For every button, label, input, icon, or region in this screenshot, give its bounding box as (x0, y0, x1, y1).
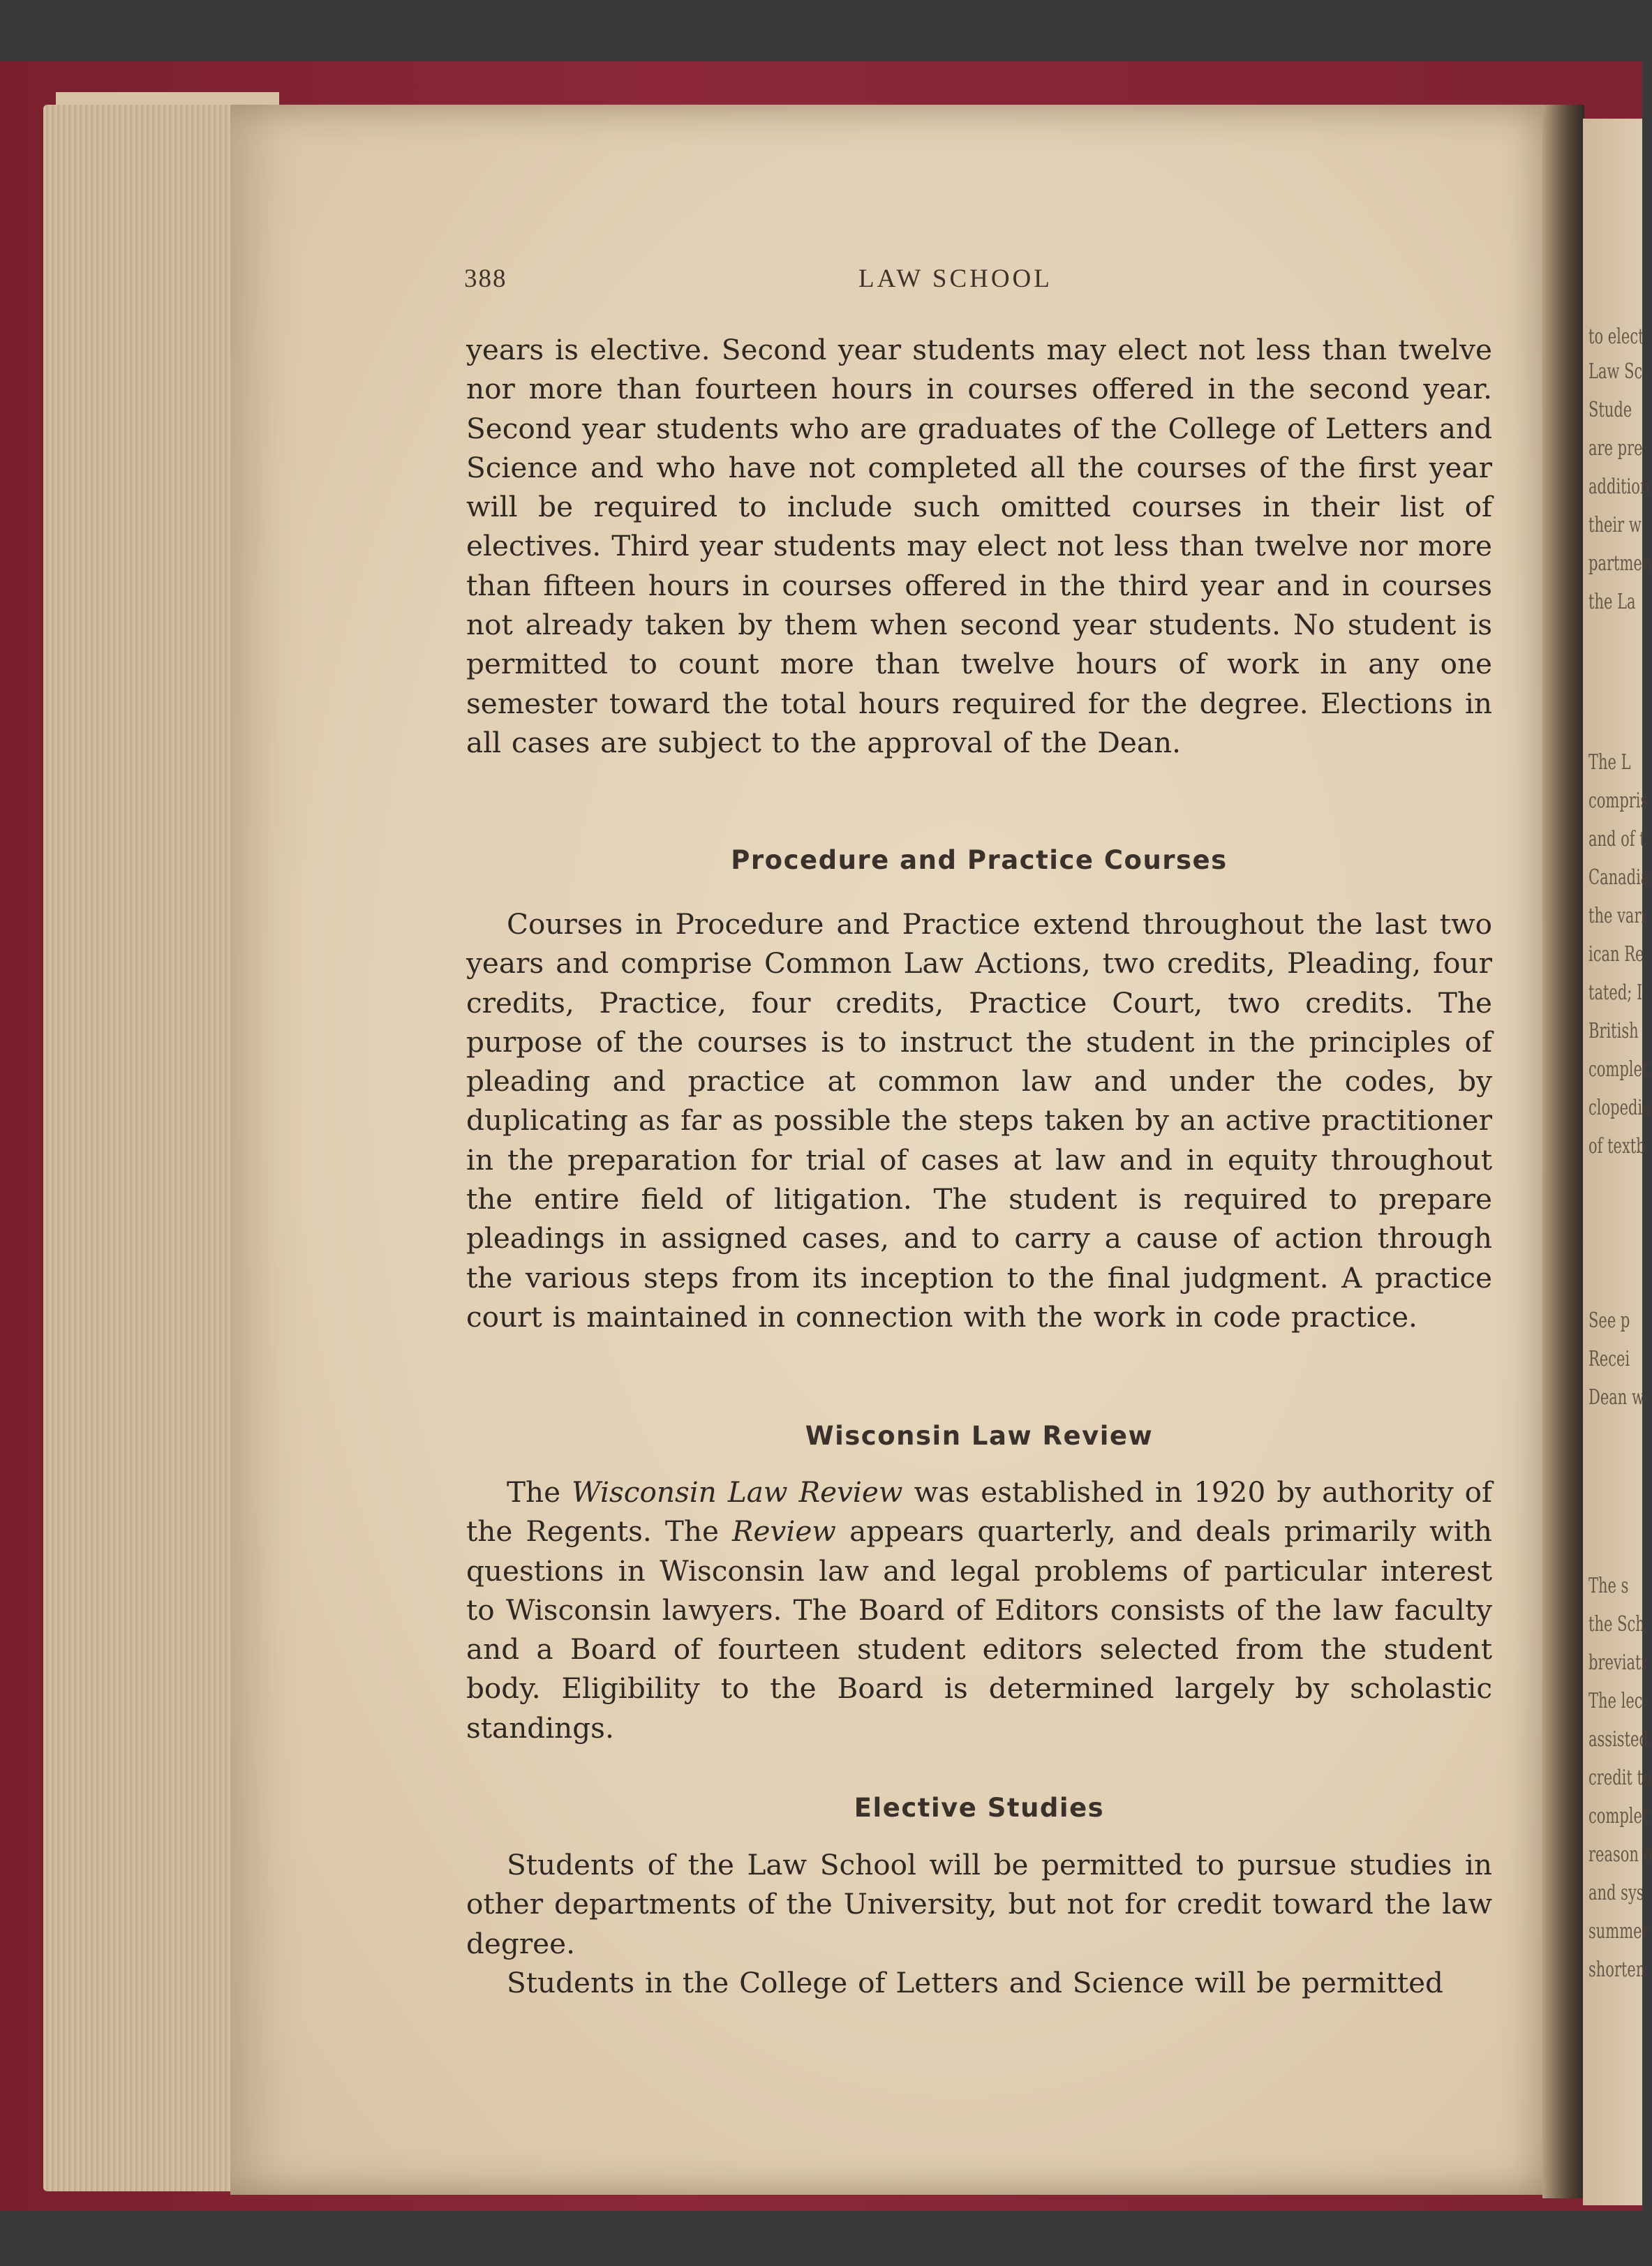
facing-fragment: Law Sc (1588, 359, 1643, 384)
facing-fragment: Recei (1588, 1347, 1630, 1371)
elective-paragraphs (466, 1845, 1492, 2002)
review-short-title: Review (732, 1514, 836, 1549)
facing-fragment: tated; I (1588, 981, 1643, 1005)
facing-fragment: are pre (1588, 436, 1643, 461)
facing-fragment: to elect (1588, 325, 1644, 349)
facing-fragment: their w (1588, 513, 1642, 537)
facing-fragment: clopedia (1588, 1096, 1651, 1120)
facing-fragment: Canadia (1588, 865, 1650, 890)
page-gutter (1542, 105, 1584, 2198)
facing-fragment: ican Re (1588, 942, 1644, 967)
facing-fragment: assisted (1588, 1727, 1649, 1752)
facing-fragment: of textb (1588, 1134, 1646, 1158)
intro-text: years is elective. Second year students may elect not less than twelve nor more than fourteen hours in courses offered in the second year. Second year students who are graduates of the College of Letters and Science and who have not completed all the courses of the first year will be required to include such omitted courses in their list of electives. Third year students may elect not less than twelve nor more than fifteen hours in courses offered in the third year and in courses not already taken by them when second year students. No student is permitted to count more than twelve hours of work in any one semester toward the total hours required for the degree. Elections in all cases are subject to the approval of the Dean. (466, 333, 1492, 759)
page-number: 388 (464, 264, 507, 293)
procedure-text: Courses in Procedure and Practice extend throughout the last two years and comprise Common Law Actions, two credits, Pleading, four credits, Practice, four credits, Practice Court, two credits. The purpose of the courses is to instruct the student in the principles of pleading and practice at common law and under the codes, by duplicating as far as possible the steps taken by an active practitioner in the preparation for trial of cases at law and in equity throughout the entire field of litigation. The student is required to prepare pleadings in assigned cases, and to carry a cause of action through the various steps from its inception to the final judgment. A practice court is maintained in connection with the work in code practice. (466, 907, 1492, 1334)
facing-fragment: partmen (1588, 551, 1652, 576)
elective-text-1: Students of the Law School will be permitted to pursue studies in other departments of the University, but not for credit toward the law degree. (466, 1848, 1492, 1960)
facing-fragment: The lec (1588, 1689, 1643, 1713)
elective-heading: Elective Studies (854, 1793, 1105, 1823)
review-journal-title: Wisconsin Law Review (572, 1475, 903, 1509)
facing-fragment: summer (1588, 1919, 1649, 1944)
running-head (464, 264, 1497, 299)
facing-page (1583, 119, 1652, 2205)
facing-fragment: compris (1588, 789, 1649, 813)
running-title: LAW SCHOOL (858, 264, 1052, 293)
facing-fragment: The s (1588, 1574, 1629, 1598)
review-lead: The (507, 1475, 561, 1509)
review-heading: Wisconsin Law Review (805, 1421, 1154, 1451)
facing-fragment: Dean w (1588, 1385, 1644, 1410)
facing-fragment: and sys (1588, 1881, 1644, 1905)
facing-fragment: and of t (1588, 827, 1646, 851)
review-paragraph (466, 1473, 1492, 1747)
facing-fragment: complet (1588, 1804, 1649, 1828)
facing-fragment: See p (1588, 1309, 1630, 1333)
facing-fragment: the vari (1588, 904, 1646, 928)
review-text-part-1: was established in 1920 by authority of the Regents. The (466, 1475, 1493, 1549)
page-edges (43, 105, 253, 2191)
facing-fragment: the Sch (1588, 1612, 1645, 1637)
facing-fragment: the La (1588, 590, 1636, 614)
facing-fragment: breviati (1588, 1650, 1646, 1675)
elective-text-2: Students in the College of Letters and Science will be permitted (507, 1965, 1443, 1999)
procedure-heading: Procedure and Practice Courses (731, 845, 1228, 875)
intro-paragraph (466, 330, 1492, 762)
facing-fragment: complet (1588, 1057, 1649, 1082)
facing-fragment: The L (1588, 750, 1631, 775)
procedure-paragraph (466, 904, 1492, 1336)
facing-fragment: reason o (1588, 1842, 1652, 1867)
facing-fragment: Stude (1588, 398, 1632, 422)
facing-fragment: British (1588, 1019, 1639, 1043)
facing-fragment: shorten (1588, 1958, 1646, 1982)
facing-fragment: addition (1588, 475, 1650, 499)
review-text (466, 1473, 1492, 1747)
review-text-part-2: appears quarterly, and deals primarily with questions in Wisconsin law and legal problems of particular interest to Wisconsin lawyers. The Board of Editors consists of the law faculty and a Board of fourteen student editors selected from the student body. Eligibility to the Board is determined largely by scholastic standings. (466, 1514, 1493, 1745)
facing-fragment: credit to (1588, 1766, 1652, 1790)
